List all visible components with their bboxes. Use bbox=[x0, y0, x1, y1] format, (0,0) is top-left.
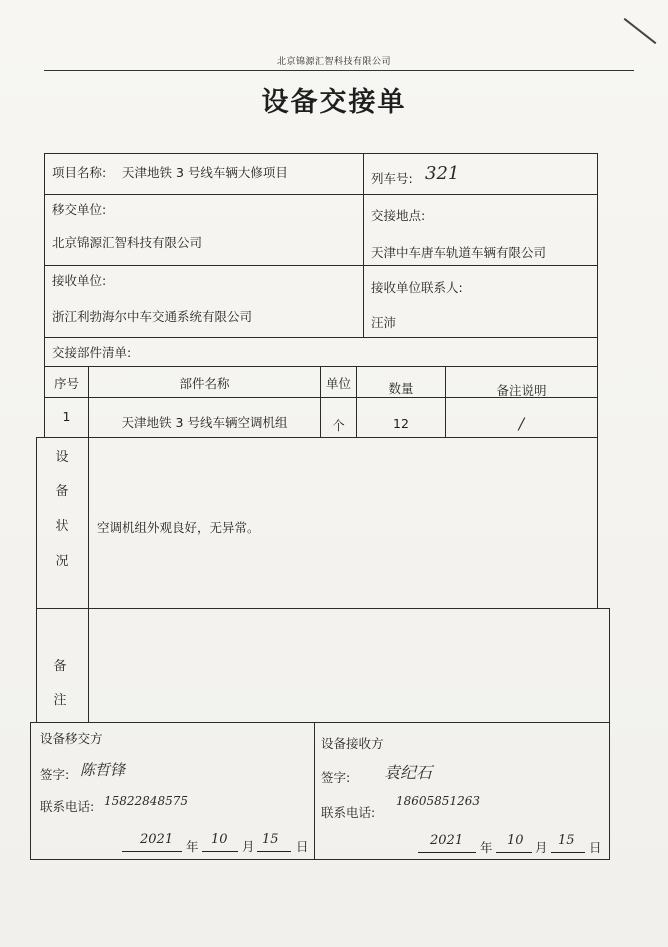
receive-signature: 袁纪石 bbox=[384, 763, 433, 782]
th-qty-text: 数量 bbox=[388, 381, 414, 396]
parts-list-label: 交接部件清单: bbox=[52, 345, 132, 360]
receive-year: 2021 bbox=[430, 833, 464, 848]
row-qty: 12 bbox=[393, 416, 409, 431]
transfer-signature: 陈哲锋 bbox=[80, 761, 126, 779]
row-index: 1 bbox=[62, 409, 71, 424]
train-number: 321 bbox=[425, 163, 460, 184]
status-text: 空调机组外观良好，无异常。 bbox=[97, 520, 260, 535]
project-label: 项目名称: bbox=[52, 165, 107, 180]
th-name-text: 部件名称 bbox=[179, 376, 230, 391]
status-label-char-1: 设 bbox=[55, 450, 69, 465]
transfer-party-heading: 设备移交方 bbox=[40, 731, 103, 746]
location-value: 天津中车唐车轨道车辆有限公司 bbox=[371, 245, 547, 260]
status-label-char-2: 备 bbox=[55, 484, 69, 499]
receive-day-label: 日 bbox=[589, 840, 602, 855]
transfer-month-line bbox=[202, 851, 238, 852]
remarks-content-cell bbox=[88, 608, 610, 723]
receive-month-line bbox=[496, 852, 532, 853]
transfer-month: 10 bbox=[211, 832, 228, 847]
receive-day-line bbox=[551, 852, 585, 853]
company-header: 北京锦源汇智科技有限公司 bbox=[276, 57, 391, 67]
receive-day: 15 bbox=[558, 833, 575, 848]
receive-party-heading: 设备接收方 bbox=[321, 736, 384, 751]
transfer-phone-label: 联系电话: bbox=[40, 799, 95, 814]
page-title: 设备交接单 bbox=[261, 87, 407, 118]
status-label-char-3: 状 bbox=[55, 519, 69, 534]
header-rule bbox=[44, 70, 634, 71]
th-index-text: 序号 bbox=[53, 376, 79, 391]
receive-phone: 18605851263 bbox=[396, 794, 480, 808]
remarks-label-char-2: 注 bbox=[53, 693, 67, 708]
receive-phone-label: 联系电话: bbox=[321, 805, 376, 820]
receive-month: 10 bbox=[507, 833, 524, 848]
receive-sign-label: 签字: bbox=[321, 770, 351, 785]
transfer-phone: 15822848575 bbox=[104, 794, 188, 808]
transfer-unit-label: 移交单位: bbox=[52, 202, 107, 217]
receive-month-label: 月 bbox=[535, 840, 548, 855]
receive-year-label: 年 bbox=[480, 840, 493, 855]
row-name: 天津地铁 3 号线车辆空调机组 bbox=[121, 415, 288, 430]
transfer-day-line bbox=[257, 851, 291, 852]
transfer-year-line bbox=[122, 851, 182, 852]
pen-mark bbox=[624, 18, 657, 44]
th-note-text: 备注说明 bbox=[496, 383, 547, 398]
transfer-month-label: 月 bbox=[242, 839, 255, 854]
contact-cell bbox=[363, 265, 598, 338]
contact-label: 接收单位联系人: bbox=[371, 280, 463, 295]
receive-unit-value: 浙江利勃海尔中车交通系统有限公司 bbox=[52, 309, 253, 324]
location-label: 交接地点: bbox=[371, 208, 426, 223]
receive-year-line bbox=[418, 852, 476, 853]
row-note: / bbox=[518, 414, 525, 433]
transfer-unit-value: 北京锦源汇智科技有限公司 bbox=[52, 235, 203, 250]
remarks-label-char-1: 备 bbox=[53, 659, 67, 674]
row-unit: 个 bbox=[332, 418, 345, 433]
th-unit-text: 单位 bbox=[325, 376, 351, 391]
transfer-year: 2021 bbox=[140, 832, 174, 847]
status-label-char-4: 况 bbox=[55, 554, 69, 569]
transfer-year-label: 年 bbox=[186, 839, 199, 854]
project-value: 天津地铁 3 号线车辆大修项目 bbox=[122, 165, 288, 180]
contact-value: 汪沛 bbox=[371, 315, 397, 330]
transfer-day: 15 bbox=[262, 832, 279, 847]
transfer-day-label: 日 bbox=[296, 839, 309, 854]
train-label: 列车号: bbox=[371, 171, 413, 186]
receive-unit-label: 接收单位: bbox=[52, 273, 107, 288]
transfer-sign-label: 签字: bbox=[40, 767, 70, 782]
